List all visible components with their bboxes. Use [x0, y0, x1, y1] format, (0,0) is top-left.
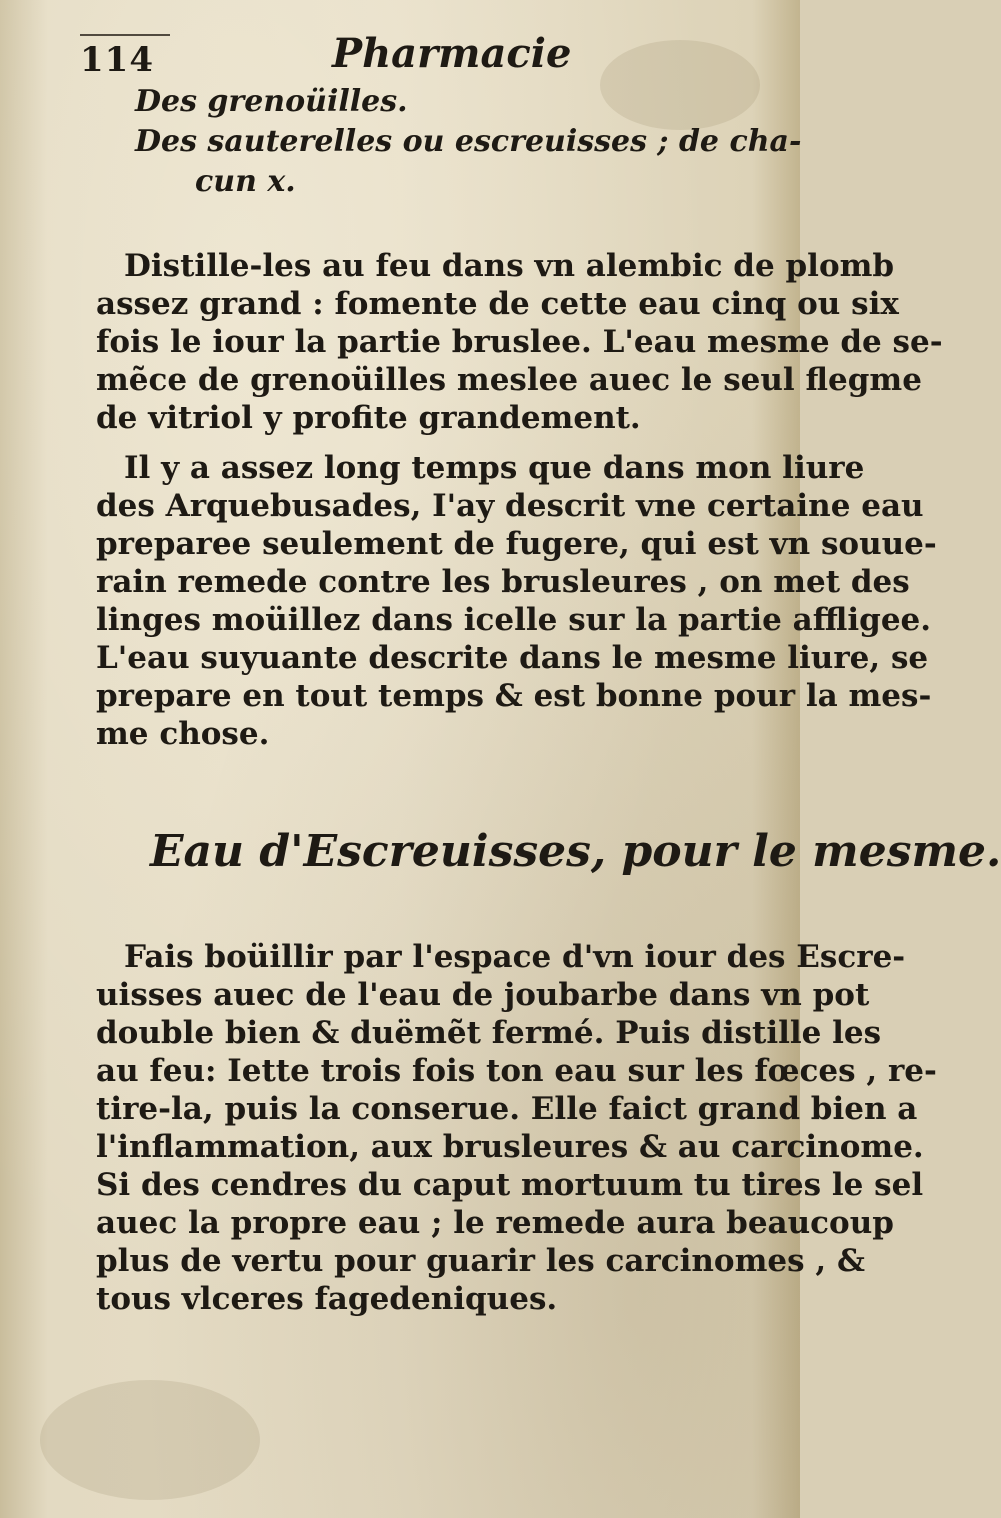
text-line: prepare en tout temps & est bonne pour la mes-	[96, 678, 932, 714]
text-line: l'inflammation, aux brusleures & au carcinome.	[96, 1129, 924, 1165]
text-line: fois le iour la partie bruslee. L'eau mesme de se-	[96, 324, 943, 360]
text-line: Distille-les au feu dans vn alembic de plomb	[124, 248, 895, 284]
text-line: Si des cendres du caput mortuum tu tires le sel	[96, 1167, 924, 1203]
text-line: des Arquebusades, I'ay descrit vne certaine eau	[96, 488, 924, 524]
text-line: de vitriol y profite grandement.	[96, 400, 641, 436]
text-line: Il y a assez long temps que dans mon liure	[124, 450, 865, 486]
paragraph-2	[96, 449, 937, 753]
text-line: au feu: Iette trois fois ton eau sur les fœces , re-	[96, 1053, 937, 1089]
page-number: 114	[80, 40, 154, 80]
paragraph-1	[96, 247, 943, 437]
text-line: linges moüillez dans icelle sur la partie affligee.	[96, 602, 932, 638]
list-item: cun x.	[195, 164, 296, 199]
text-line: double bien & duëmẽt fermé. Puis distille les	[96, 1015, 882, 1051]
text-line: tire-la, puis la conserue. Elle faict grand bien a	[96, 1091, 918, 1127]
list-item: Des sauterelles ou escreuisses ; de cha-	[135, 124, 802, 159]
text-line: plus de vertu pour guarir les carcinomes , &	[96, 1243, 865, 1279]
running-head: Pharmacie	[332, 30, 572, 77]
text-line: mẽce de grenoüilles meslee auec le seul flegme	[96, 362, 922, 398]
text-line: L'eau suyuante descrite dans le mesme liure, se	[96, 640, 929, 676]
ingredient-list	[95, 82, 802, 202]
text-line: uisses auec de l'eau de joubarbe dans vn pot	[96, 977, 870, 1013]
paragraph-3	[96, 938, 937, 1318]
text-line: auec la propre eau ; le remede aura beaucoup	[96, 1205, 894, 1241]
paper-stain	[40, 1380, 260, 1500]
text-line: tous vlceres fagedeniques.	[96, 1281, 558, 1317]
text-line: assez grand : fomente de cette eau cinq ou six	[96, 286, 899, 322]
text-line: rain remede contre les brusleures , on met des	[96, 564, 910, 600]
list-item: Des grenoüilles.	[135, 84, 408, 119]
header-rule	[80, 34, 170, 36]
text-line: preparee seulement de fugere, qui est vn souue-	[96, 526, 937, 562]
text-line: Fais boüillir par l'espace d'vn iour des Escre-	[124, 939, 906, 975]
text-line: me chose.	[96, 716, 270, 752]
section-heading: Eau d'Escreuisses, pour le mesme.	[150, 826, 1001, 877]
